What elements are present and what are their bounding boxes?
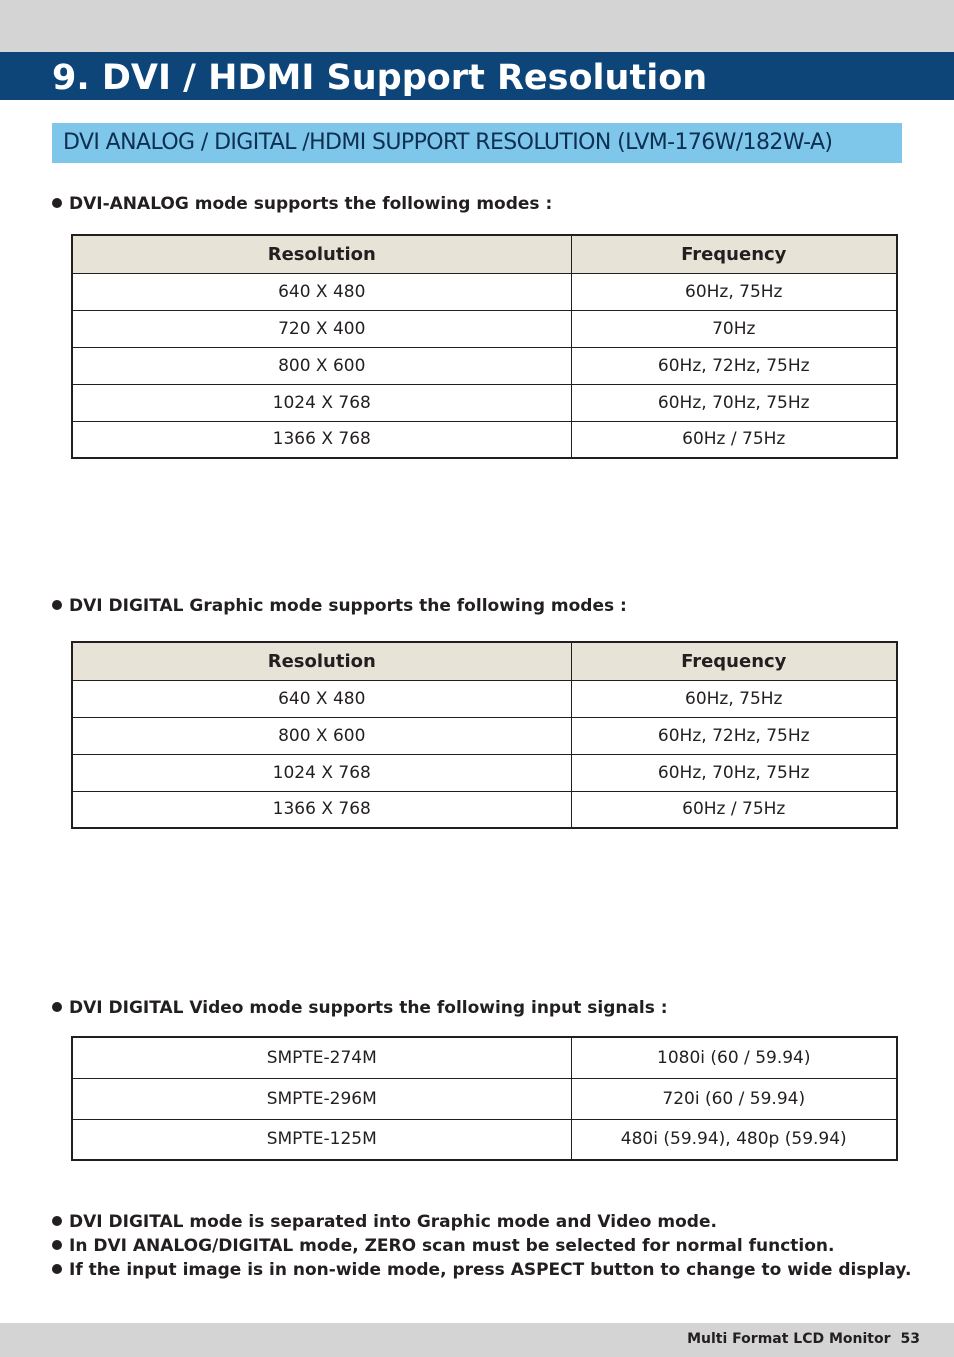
frequency-cell: 60Hz / 75Hz: [571, 791, 897, 828]
resolution-cell: 800 X 600: [72, 717, 571, 754]
column-header-resolution: Resolution: [72, 235, 571, 273]
resolution-cell: 1366 X 768: [72, 791, 571, 828]
table-row: [72, 384, 897, 421]
table-row: [72, 421, 897, 458]
note-text: In DVI ANALOG/DIGITAL mode, ZERO scan must be selected for normal function.: [69, 1236, 835, 1256]
video-table: [71, 1036, 898, 1161]
signal-format-cell: 720i (60 / 59.94): [571, 1078, 897, 1119]
table-row: [72, 1037, 897, 1078]
resolution-cell: 800 X 600: [72, 347, 571, 384]
table-row: [72, 754, 897, 791]
table-row: [72, 1119, 897, 1160]
graphic-table: [71, 641, 898, 829]
bullet-icon: [52, 1264, 62, 1274]
video-heading-text: DVI DIGITAL Video mode supports the following input signals :: [69, 998, 668, 1018]
column-header-frequency: Frequency: [571, 235, 897, 273]
page-number: 53: [900, 1331, 920, 1347]
signal-standard-cell: SMPTE-296M: [72, 1078, 571, 1119]
analog-heading-text: DVI-ANALOG mode supports the following modes :: [69, 194, 553, 214]
column-header-resolution: Resolution: [72, 642, 571, 680]
table-header-row: [72, 235, 897, 273]
page-title: 9. DVI / HDMI Support Resolution: [0, 52, 954, 100]
frequency-cell: 60Hz / 75Hz: [571, 421, 897, 458]
signal-standard-cell: SMPTE-125M: [72, 1119, 571, 1160]
video-heading: [52, 998, 668, 1018]
notes-list: [52, 1210, 911, 1282]
bullet-icon: [52, 198, 62, 208]
signal-format-cell: 1080i (60 / 59.94): [571, 1037, 897, 1078]
signal-standard-cell: SMPTE-274M: [72, 1037, 571, 1078]
section-subtitle: DVI ANALOG / DIGITAL /HDMI SUPPORT RESOLUTION (LVM-176W/182W-A): [52, 123, 902, 163]
signal-format-cell: 480i (59.94), 480p (59.94): [571, 1119, 897, 1160]
note-item: [52, 1234, 911, 1258]
table-row: [72, 310, 897, 347]
frequency-cell: 60Hz, 75Hz: [571, 680, 897, 717]
table-row: [72, 1078, 897, 1119]
table-row: [72, 273, 897, 310]
table-header-row: [72, 642, 897, 680]
resolution-cell: 1024 X 768: [72, 384, 571, 421]
bullet-icon: [52, 600, 62, 610]
table-row: [72, 680, 897, 717]
note-text: DVI DIGITAL mode is separated into Graphic mode and Video mode.: [69, 1212, 717, 1232]
column-header-frequency: Frequency: [571, 642, 897, 680]
table-row: [72, 347, 897, 384]
note-text: If the input image is in non-wide mode, press ASPECT button to change to wide display.: [69, 1260, 912, 1280]
frequency-cell: 60Hz, 72Hz, 75Hz: [571, 347, 897, 384]
resolution-cell: 640 X 480: [72, 680, 571, 717]
analog-heading: [52, 194, 552, 214]
note-item: [52, 1258, 911, 1282]
bullet-icon: [52, 1216, 62, 1226]
graphic-heading: [52, 596, 627, 616]
top-band: [0, 0, 954, 52]
resolution-cell: 720 X 400: [72, 310, 571, 347]
resolution-cell: 640 X 480: [72, 273, 571, 310]
graphic-heading-text: DVI DIGITAL Graphic mode supports the following modes :: [69, 596, 627, 616]
footer-label: Multi Format LCD Monitor: [687, 1331, 891, 1347]
resolution-cell: 1024 X 768: [72, 754, 571, 791]
bullet-icon: [52, 1002, 62, 1012]
table-row: [72, 791, 897, 828]
bullet-icon: [52, 1240, 62, 1250]
frequency-cell: 60Hz, 75Hz: [571, 273, 897, 310]
note-item: [52, 1210, 911, 1234]
page-footer: [0, 1323, 954, 1357]
resolution-cell: 1366 X 768: [72, 421, 571, 458]
frequency-cell: 60Hz, 72Hz, 75Hz: [571, 717, 897, 754]
frequency-cell: 60Hz, 70Hz, 75Hz: [571, 384, 897, 421]
frequency-cell: 60Hz, 70Hz, 75Hz: [571, 754, 897, 791]
table-row: [72, 717, 897, 754]
analog-table: [71, 234, 898, 459]
frequency-cell: 70Hz: [571, 310, 897, 347]
